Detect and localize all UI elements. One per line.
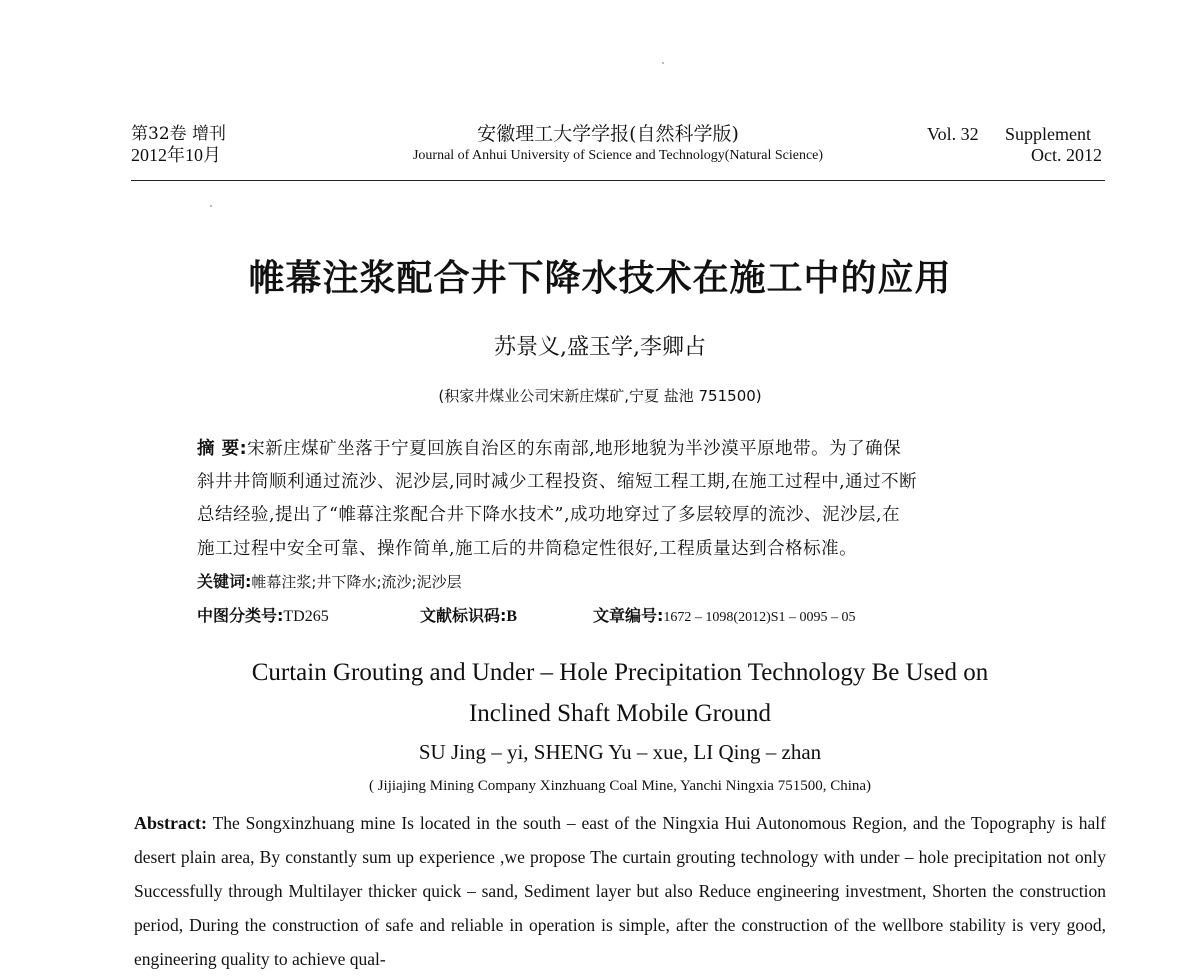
keywords-value-cn: 帷幕注浆;井下降水;流沙;泥沙层: [251, 573, 462, 591]
abstract-cn-line-1: 摘 要:宋新庄煤矿坐落于宁夏回族自治区的东南部,地形地貌为半沙漠平原地带。为了确保: [197, 439, 902, 459]
supplement-label: Supplement: [1005, 124, 1091, 144]
article-number-value: 1672 – 1098(2012)S1 – 0095 – 05: [663, 610, 856, 625]
article-title-cn: 帷幕注浆配合井下降水技术在施工中的应用: [248, 257, 952, 299]
affiliation-cn: (积家井煤业公司宋新庄煤矿,宁夏 盐池 751500): [438, 387, 762, 405]
article-title-en-line-1: Curtain Grouting and Under – Hole Precipitation Technology Be Used on: [251, 659, 989, 686]
volume-issue: 第32卷 增刊: [131, 124, 227, 144]
scan-speck: [662, 62, 664, 64]
authors-cn: 苏景义,盛玉学,李卿占: [494, 335, 706, 360]
scan-speck: [210, 205, 212, 207]
document-code-value: B: [506, 608, 518, 625]
article-title-en-line-2: Inclined Shaft Mobile Ground: [468, 700, 772, 727]
journal-name-en: Journal of Anhui University of Science and Technology(Natural Science): [412, 148, 824, 163]
publication-date-en: Oct. 2012: [1031, 145, 1102, 165]
abstract-cn-line-2: 斜井井筒顺利通过流沙、泥沙层,同时减少工程投资、缩短工程工期,在施工过程中,通过不断: [197, 472, 918, 492]
publication-date-cn: 2012年10月: [131, 145, 221, 165]
journal-name-cn: 安徽理工大学学报(自然科学版): [477, 123, 739, 145]
clc-label: 中图分类号:: [197, 606, 284, 625]
clc-value: TD265: [283, 608, 329, 625]
document-code: [420, 603, 517, 626]
authors-en: SU Jing – yi, SHENG Yu – xue, LI Qing – zhan: [418, 740, 822, 764]
volume-en: Vol. 32: [927, 124, 979, 144]
abstract-label-en: Abstract:: [134, 813, 207, 833]
abstract-cn-line-4: 施工过程中安全可靠、操作简单,施工后的井筒稳定性很好,工程质量达到合格标准。: [197, 539, 858, 559]
abstract-en: [134, 806, 1106, 976]
abstract-cn-line-3: 总结经验,提出了“帷幕注浆配合井下降水技术”,成功地穿过了多层较厚的流沙、泥沙层,在: [197, 505, 901, 525]
header-rule: [131, 180, 1105, 181]
keywords-label-cn: 关键词:: [197, 572, 252, 591]
clc-number: [197, 603, 329, 626]
abstract-text-en: The Songxinzhuang mine Is located in the south – east of the Ningxia Hui Autonomous Region, and the Topography is half desert plain area, By constantly sum up experience ,we propose The curtain grouting technology with under – hole precipitation not only Successfully through Multilayer thicker quick – sand, Sediment layer but also Reduce engineering investment, Shorten the construction period, During the construction of safe and reliable in operation is simple, after the construction of the wellbore stability is very good, engineering quality to achieve qual-: [134, 813, 1106, 969]
article-number-label: 文章编号:: [593, 606, 664, 625]
abstract-label-cn: 摘 要:: [197, 439, 248, 459]
keywords-cn: [197, 569, 462, 592]
affiliation-en: ( Jijiajing Mining Company Xinzhuang Coal Mine, Yanchi Ningxia 751500, China): [368, 778, 872, 794]
article-number: [593, 603, 856, 626]
document-code-label: 文献标识码:: [420, 606, 507, 625]
